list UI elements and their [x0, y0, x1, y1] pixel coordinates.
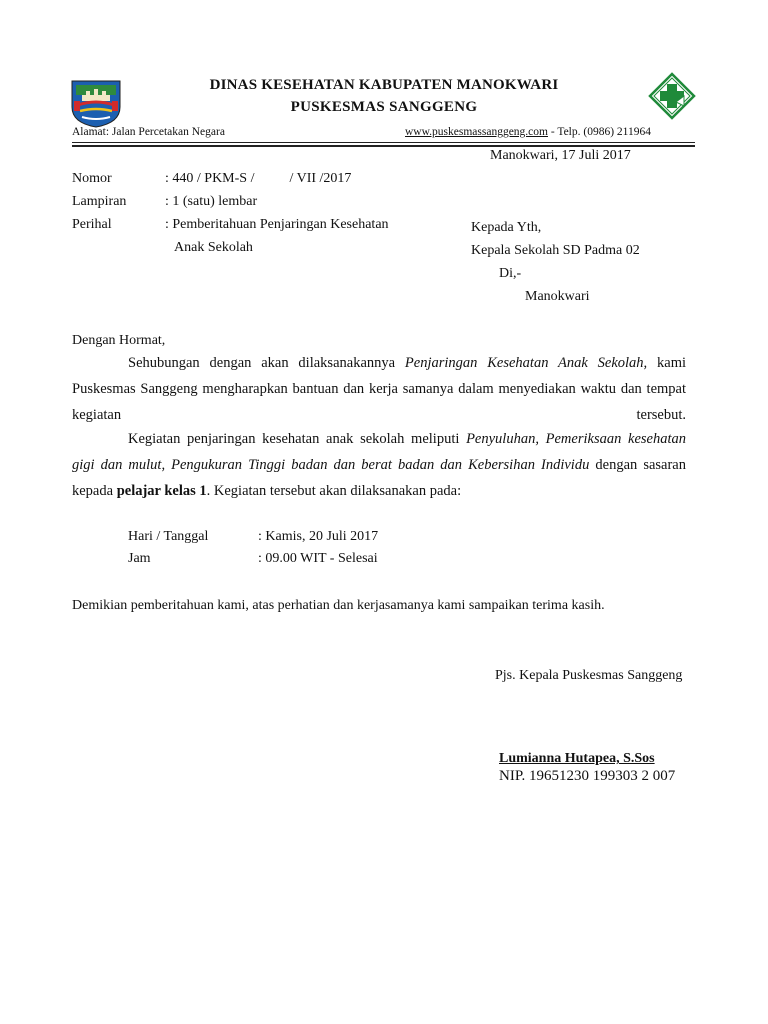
recipient-line3: Di,- — [499, 266, 522, 281]
hari-label: Hari / Tanggal — [128, 529, 209, 544]
recipient-line1: Kepada Yth, — [471, 220, 542, 235]
address-text: Alamat: Jalan Percetakan Negara — [72, 126, 225, 138]
hari-value: : Kamis, 20 Juli 2017 — [258, 529, 379, 544]
paragraph-1: Sehubungan dengan akan dilaksanakannya Penjaringan Kesehatan Anak Sekolah, kami Puskesmas Sanggeng mengharapkan bantuan dan kerja samanya dalam menyediakan waktu dan tempat kegiatan tersebut. — [72, 355, 686, 423]
recipient-line4: Manokwari — [525, 289, 590, 304]
p1-italic: Penjaringan Kesehatan Anak Sekolah, — [404, 355, 648, 371]
phone-text: - Telp. (0986) 211964 — [547, 126, 651, 138]
perihal-label: Perihal — [72, 217, 112, 232]
perihal-value-2: Anak Sekolah — [174, 240, 253, 255]
p2-bold: pelajar kelas 1 — [116, 483, 207, 499]
paragraph-2: Kegiatan penjaringan kesehatan anak sekolah meliputi Penyuluhan, Pemeriksaan kesehatan gigi dan mulut, Pengukuran Tinggi badan dan berat badan dan Kebersihan Individu dengan sasaran kepada pelajar kelas 1. Kegiatan tersebut akan dilaksanakan pada: — [72, 431, 686, 499]
lampiran-label: Lampiran — [72, 194, 127, 209]
signature-name: Lumianna Hutapea, S.Sos — [499, 751, 655, 766]
signature-nip: NIP. 19651230 199303 2 007 — [499, 768, 676, 784]
header-rule-bottom — [72, 145, 695, 147]
nomor-value: : 440 / PKM-S / / VII /2017 — [165, 171, 352, 186]
org-title-line2: PUSKESMAS SANGGENG — [290, 99, 478, 115]
recipient-line2: Kepala Sekolah SD Padma 02 — [471, 243, 640, 258]
org-title-line1: DINAS KESEHATAN KABUPATEN MANOKWARI — [209, 77, 559, 93]
p2-italic: Penyuluhan, Pemeriksaan kesehatan gigi dan mulut, Pengukuran Tinggi badan dan berat badan dan Kebersihan Individu — [72, 431, 686, 473]
signature-position: Pjs. Kepala Puskesmas Sanggeng — [495, 668, 683, 683]
contact-line — [405, 126, 651, 138]
lampiran-value: : 1 (satu) lembar — [165, 194, 258, 209]
nomor-label: Nomor — [72, 171, 112, 186]
letter-date: Manokwari, 17 Juli 2017 — [490, 148, 631, 163]
perihal-value-1: : Pemberitahuan Penjaringan Kesehatan — [165, 217, 389, 232]
jam-label: Jam — [128, 551, 151, 566]
closing-text: Demikian pemberitahuan kami, atas perhatian dan kerjasamanya kami sampaikan terima kasih. — [72, 598, 605, 613]
website-link[interactable]: www.puskesmassanggeng.com — [405, 126, 548, 138]
header-rule-top — [72, 142, 695, 143]
salutation: Dengan Hormat, — [72, 333, 166, 348]
jam-value: : 09.00 WIT - Selesai — [258, 551, 378, 566]
